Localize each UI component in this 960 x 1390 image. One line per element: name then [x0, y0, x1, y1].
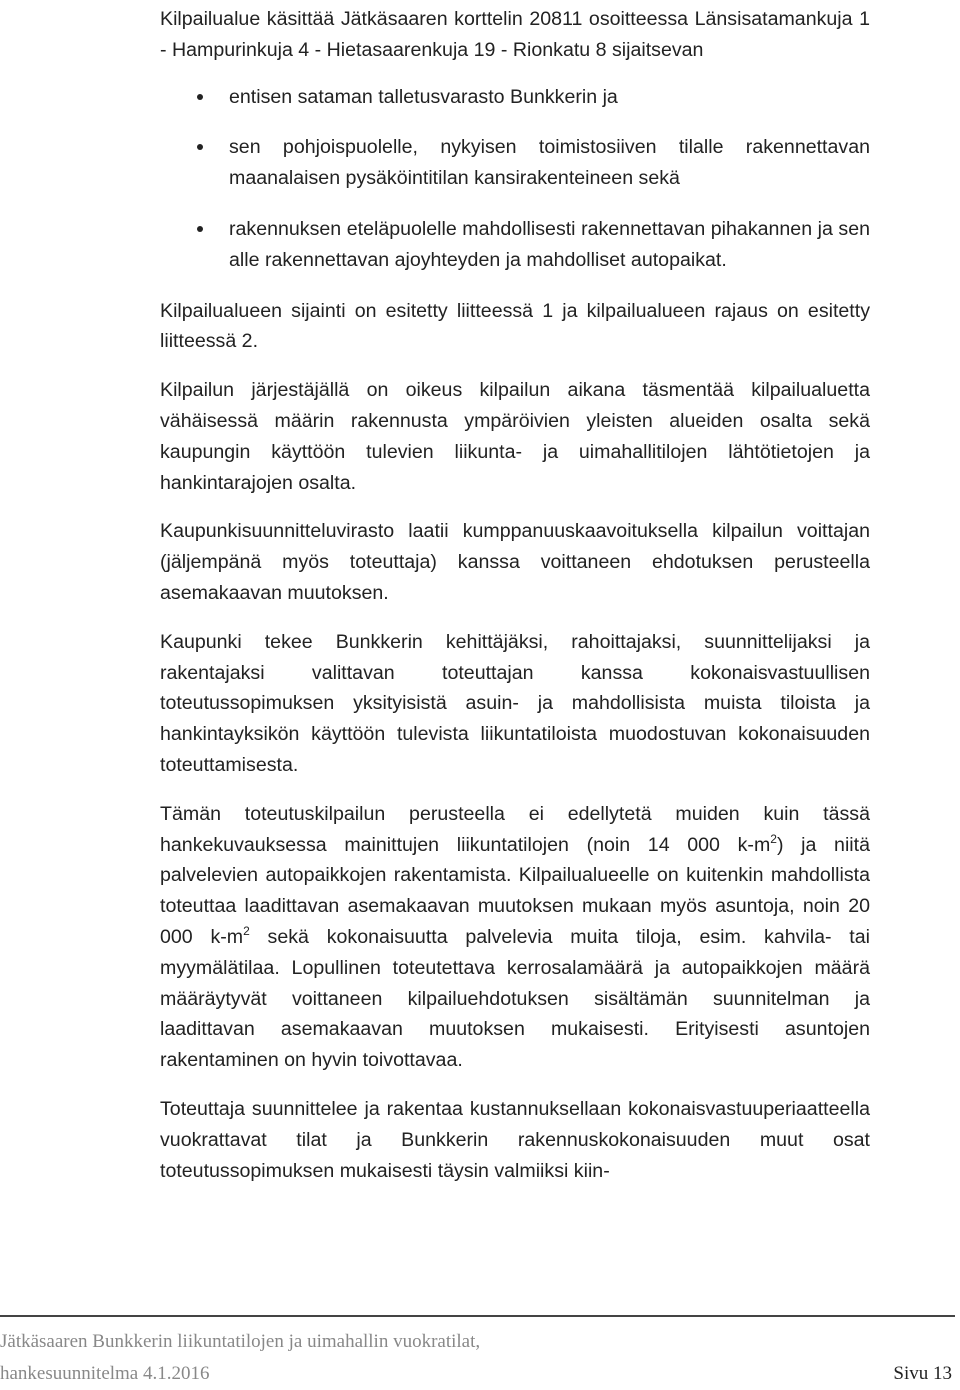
bullet-dot-icon	[197, 144, 203, 150]
footer-divider	[0, 1315, 955, 1317]
bullet-text: sen pohjoispuolelle, nykyisen toimistosiiven tilalle rakennettavan maanalaisen pysäköintitilan kansirakenteineen sekä	[229, 136, 870, 190]
planning-paragraph: Kaupunkisuunnitteluvirasto laatii kumppanuuskaavoituksella kilpailun voittajan (jäljempänä myös toteuttaja) kanssa voittaneen ehdotuksen perusteella asemakaavan muutoksen.	[160, 520, 870, 604]
bullet-text: entisen sataman talletusvarasto Bunkkerin ja	[229, 85, 618, 108]
scope-text-a: Tämän toteutuskilpailun perusteella ei edellytetä muiden kuin tässä hankekuvauksessa mainittujen liikuntatilojen (noin 14 000 k-m	[160, 802, 870, 856]
city-agreement-paragraph: Kaupunki tekee Bunkkerin kehittäjäksi, rahoittajaksi, suunnittelijaksi ja rakentajaksi valittavan toteuttajan kanssa kokonaisvastuullisen toteutussopimuksen yksityisistä asuin- ja mahdollisista muista tiloista ja hankintayksikön käyttöön tulevista liikuntatiloista muodostuvan kokonaisuuden toteuttamisesta.	[160, 630, 870, 776]
document-body	[160, 4, 870, 1186]
page-footer	[0, 1326, 955, 1390]
page-number: Sivu 13	[893, 1363, 952, 1384]
bullet-text: rakennuksen eteläpuolelle mahdollisesti rakennettavan pihakannen ja sen alle rakennettavan ajoyhteyden ja mahdolliset autopaikat.	[229, 217, 870, 271]
location-paragraph: Kilpailualueen sijainti on esitetty liitteessä 1 ja kilpailualueen rajaus on esitetty liitteessä 2.	[160, 299, 870, 353]
bullet-list	[160, 82, 870, 276]
organizer-rights-paragraph: Kilpailun järjestäjällä on oikeus kilpailun aikana täsmentää kilpailualuetta vähäisessä määrin rakennusta ympäröivien yleisten alueiden osalta sekä kaupungin käyttöön tulevien liikunta- ja uimahallitilojen lähtötietojen ja hankintarajojen osalta.	[160, 379, 870, 494]
footer-subtitle: hankesuunnitelma 4.1.2016	[0, 1363, 210, 1384]
bullet-dot-icon	[197, 226, 203, 232]
implementer-paragraph: Toteuttaja suunnittelee ja rakentaa kustannuksellaan kokonaisvastuuperiaatteella vuokrattavat tilat ja Bunkkerin rakennuskokonaisuuden muut osat toteutussopimuksen mukaisesti täysin valmiiksi kiin-	[160, 1097, 870, 1182]
scope-paragraph	[160, 799, 870, 1076]
scope-text-c: sekä kokonaisuutta palvelevia muita tiloja, esim. kahvila- tai myymälätilaa. Lopullinen toteutettava kerrosalamäärä ja autopaikkojen määrä määräytyvät voittaneen kilpailuehdotuksen sisältämän suunnitelman ja laadittavan asemakaavan muutoksen mukaisesti. Erityisesti asuntojen rakentaminen on hyvin toivottavaa.	[160, 925, 871, 1072]
bullet-item	[160, 82, 870, 113]
bullet-item	[160, 214, 870, 276]
bullet-item	[160, 132, 870, 194]
footer-title: Jätkäsaaren Bunkkerin liikuntatilojen ja uimahallin vuokratilat,	[0, 1331, 481, 1352]
bullet-dot-icon	[197, 94, 203, 100]
scope-text-b: ) ja niitä palvelevien autopaikkojen rakentamista. Kilpailualueelle on kuitenkin mahdollista toteuttaa laadittavan asemakaavan muutoksen mukaan myös asuntoja, noin 20 000 k-m	[160, 833, 870, 948]
intro-paragraph: Kilpailualue käsittää Jätkäsaaren korttelin 20811 osoitteessa Länsisatamankuja 1 - Hampurinkuja 4 - Hietasaarenkuja 19 - Rionkatu 8 sijaitsevan	[160, 8, 870, 61]
superscript-2: 2	[243, 923, 250, 938]
superscript-1: 2	[770, 831, 777, 846]
